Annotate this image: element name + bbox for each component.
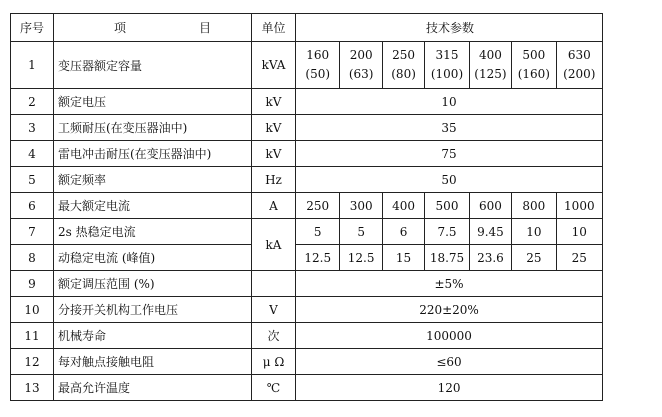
capacity-sub-value: (100) <box>430 67 464 81</box>
row-unit: kV <box>252 89 296 115</box>
table-row <box>11 297 603 323</box>
current-value: 400 <box>382 193 424 219</box>
capacity-cell <box>340 42 382 89</box>
row-number: 1 <box>11 42 54 89</box>
row-unit: kVA <box>252 42 296 89</box>
dynamic-current-value: 25 <box>556 245 602 271</box>
thermal-current-value: 6 <box>382 219 424 245</box>
row-unit: A <box>252 193 296 219</box>
table-row <box>11 115 603 141</box>
current-value: 300 <box>340 193 382 219</box>
capacity-cell <box>296 42 340 89</box>
row-number: 7 <box>11 219 54 245</box>
dynamic-current-value: 15 <box>382 245 424 271</box>
row-item: 变压器额定容量 <box>54 42 252 89</box>
capacity-sub-value: (125) <box>474 67 507 81</box>
table-row <box>11 89 603 115</box>
thermal-current-value: 5 <box>340 219 382 245</box>
row-value: 220±20% <box>296 297 603 323</box>
row-item: 分接开关机构工作电压 <box>54 297 252 323</box>
capacity-cell <box>556 42 602 89</box>
row-number: 8 <box>11 245 54 271</box>
capacity-value: 160 <box>306 48 330 62</box>
thermal-current-value: 5 <box>296 219 340 245</box>
table-row <box>11 42 603 89</box>
table-row <box>11 375 603 401</box>
row-number: 6 <box>11 193 54 219</box>
row-unit: kV <box>252 115 296 141</box>
row-unit: 次 <box>252 323 296 349</box>
capacity-value: 400 <box>478 48 502 62</box>
row-item: 动稳定电流 (峰值) <box>54 245 252 271</box>
capacity-value: 315 <box>435 48 459 62</box>
row-item: 工频耐压(在变压器油中) <box>54 115 252 141</box>
row-unit: Hz <box>252 167 296 193</box>
row-item: 雷电冲击耐压(在变压器油中) <box>54 141 252 167</box>
row-value: 35 <box>296 115 603 141</box>
table-row <box>11 271 603 297</box>
header-parameters <box>296 14 603 42</box>
row-unit: V <box>252 297 296 323</box>
header-item-char: 项 <box>114 21 127 35</box>
row-item: 额定频率 <box>54 167 252 193</box>
row-value: 75 <box>296 141 603 167</box>
table-row <box>11 245 603 271</box>
row-unit: kV <box>252 141 296 167</box>
dynamic-current-value: 12.5 <box>296 245 340 271</box>
table-row <box>11 167 603 193</box>
row-item: 每对触点接触电阻 <box>54 349 252 375</box>
table-row <box>11 219 603 245</box>
current-value: 1000 <box>556 193 602 219</box>
capacity-value: 250 <box>392 48 416 62</box>
current-value: 250 <box>296 193 340 219</box>
row-value: ±5% <box>296 271 603 297</box>
capacity-cell <box>425 42 469 89</box>
capacity-value: 630 <box>567 48 591 62</box>
header-param-char: 技 <box>426 21 439 35</box>
row-item: 最高允许温度 <box>54 375 252 401</box>
row-value: 50 <box>296 167 603 193</box>
header-param-char: 术 <box>438 21 451 35</box>
current-value: 800 <box>512 193 556 219</box>
row-number: 2 <box>11 89 54 115</box>
row-item: 最大额定电流 <box>54 193 252 219</box>
capacity-cell <box>382 42 424 89</box>
header-item <box>54 14 252 42</box>
current-value: 600 <box>469 193 511 219</box>
header-param-char: 数 <box>462 21 475 35</box>
row-unit: ℃ <box>252 375 296 401</box>
row-item: 额定调压范围 (%) <box>54 271 252 297</box>
header-param-char: 参 <box>450 21 463 35</box>
row-item: 额定电压 <box>54 89 252 115</box>
thermal-current-value: 10 <box>512 219 556 245</box>
table-row <box>11 349 603 375</box>
row-value: ≤60 <box>296 349 603 375</box>
row-number: 9 <box>11 271 54 297</box>
dynamic-current-value: 12.5 <box>340 245 382 271</box>
row-number: 5 <box>11 167 54 193</box>
capacity-cell <box>469 42 511 89</box>
row-number: 12 <box>11 349 54 375</box>
header-item-char: 目 <box>198 21 211 35</box>
dynamic-current-value: 23.6 <box>469 245 511 271</box>
row-unit: μ Ω <box>252 349 296 375</box>
row-item: 机械寿命 <box>54 323 252 349</box>
header-no: 序号 <box>11 14 54 42</box>
thermal-current-value: 10 <box>556 219 602 245</box>
header-row <box>11 14 603 42</box>
row-number: 13 <box>11 375 54 401</box>
capacity-value: 200 <box>349 48 373 62</box>
table-row <box>11 141 603 167</box>
dynamic-current-value: 25 <box>512 245 556 271</box>
thermal-current-value: 7.5 <box>425 219 469 245</box>
capacity-value: 500 <box>522 48 546 62</box>
table-row <box>11 323 603 349</box>
header-unit: 单位 <box>252 14 296 42</box>
capacity-cell <box>512 42 556 89</box>
row-number: 10 <box>11 297 54 323</box>
capacity-sub-value: (200) <box>563 67 596 81</box>
row-item: 2s 热稳定电流 <box>54 219 252 245</box>
row-value: 120 <box>296 375 603 401</box>
row-number: 3 <box>11 115 54 141</box>
row-number: 11 <box>11 323 54 349</box>
thermal-current-value: 9.45 <box>469 219 511 245</box>
technical-parameters-table <box>10 13 603 401</box>
row-unit: kA <box>252 219 296 271</box>
current-value: 500 <box>425 193 469 219</box>
row-value: 100000 <box>296 323 603 349</box>
capacity-sub-value: (63) <box>348 67 374 81</box>
capacity-sub-value: (160) <box>517 67 550 81</box>
row-number: 4 <box>11 141 54 167</box>
capacity-sub-value: (50) <box>305 67 331 81</box>
table-row <box>11 193 603 219</box>
row-unit <box>252 271 296 297</box>
row-value: 10 <box>296 89 603 115</box>
capacity-sub-value: (80) <box>391 67 416 81</box>
dynamic-current-value: 18.75 <box>425 245 469 271</box>
